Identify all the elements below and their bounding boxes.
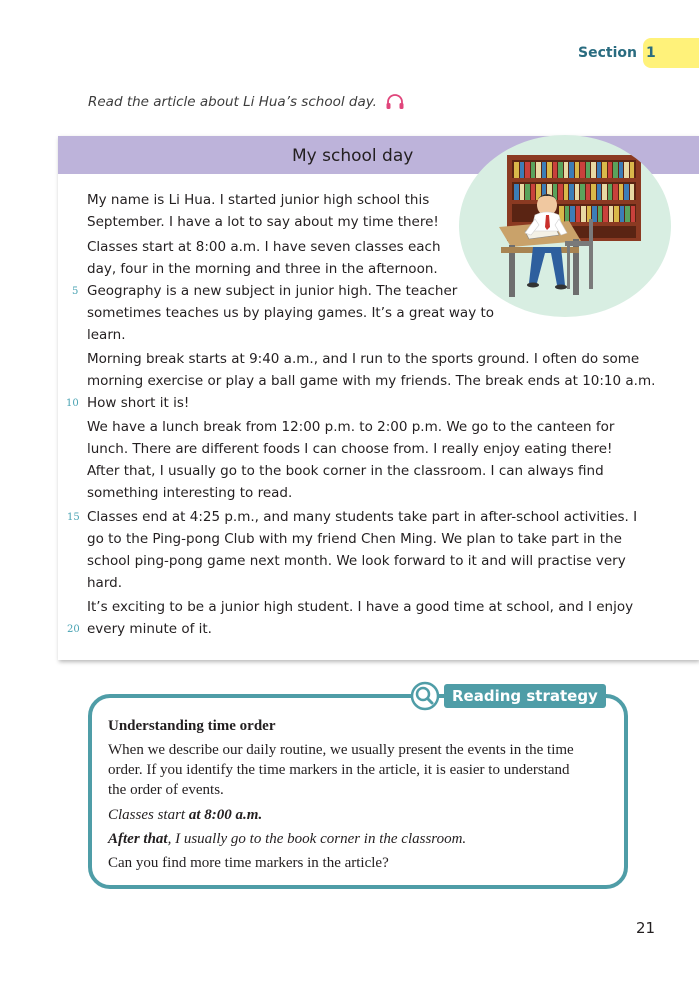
instruction — [88, 94, 405, 110]
reading-strategy-badge — [410, 682, 606, 710]
article-line: Classes end at 4:25 p.m., and many students take part in after-school activities. I — [87, 509, 638, 525]
article-line: morning exercise or play a ball game with my friends. The break ends at 10:10 a.m. — [87, 373, 656, 389]
strategy-example-2 — [108, 829, 466, 849]
example-1-plain: Classes start — [108, 807, 189, 823]
instruction-text: Read the article about Li Hua’s school day. — [88, 94, 377, 110]
strategy-heading: Understanding time order — [108, 718, 276, 734]
headphones-icon[interactable] — [385, 94, 405, 110]
article-line: school ping-pong game next month. We look forward to it and will practise very — [87, 553, 626, 569]
article-line: lunch. There are different foods I can choose from. I really enjoy eating there! — [87, 441, 613, 457]
line-number: 15 — [67, 512, 80, 523]
article-title: My school day — [292, 146, 414, 166]
example-2-time-marker: After that — [108, 831, 168, 847]
page-number: 21 — [636, 919, 656, 937]
article-line: go to the Ping-pong Club with my friend Chen Ming. We plan to take part in the — [87, 531, 622, 547]
magnifier-icon — [410, 681, 440, 711]
strategy-paragraph-line: When we describe our daily routine, we usually present the events in the time — [108, 742, 574, 758]
article-line: How short it is! — [87, 395, 190, 411]
student-reading-illustration — [459, 135, 671, 317]
article-line: day, four in the morning and three in the afternoon. — [87, 261, 438, 277]
section-tab — [578, 38, 699, 68]
article-line: Classes start at 8:00 a.m. I have seven classes each — [87, 239, 441, 255]
article-line: something interesting to read. — [87, 485, 293, 501]
article-line: September. I have a lot to say about my time there! — [87, 214, 439, 230]
article-line: It’s exciting to be a junior high student. I have a good time at school, and I enjoy — [87, 599, 634, 615]
article-line: learn. — [87, 327, 126, 343]
article-line: every minute of it. — [87, 621, 212, 637]
article-line: After that, I usually go to the book corner in the classroom. I can always find — [87, 463, 604, 479]
section-number: 1 — [643, 38, 699, 68]
reading-strategy-label: Reading strategy — [444, 684, 606, 708]
article-line: My name is Li Hua. I started junior high school this — [87, 192, 430, 208]
line-number: 10 — [66, 398, 79, 409]
strategy-paragraph-line: order. If you identify the time markers in the article, it is easier to understand — [108, 762, 570, 778]
article-line: Geography is a new subject in junior high. The teacher — [87, 283, 458, 299]
section-label: Section — [578, 45, 637, 61]
article-line: sometimes teaches us by playing games. It’s a great way to — [87, 305, 495, 321]
line-number: 20 — [67, 624, 80, 635]
example-2-rest: , I usually go to the book corner in the classroom. — [167, 831, 467, 847]
article-line: We have a lunch break from 12:00 p.m. to 2:00 p.m. We go to the canteen for — [87, 419, 615, 435]
example-1-time-marker: at 8:00 a.m. — [188, 807, 263, 823]
article-line: hard. — [87, 575, 123, 591]
bookshelf-student-image — [459, 135, 671, 317]
strategy-question: Can you find more time markers in the article? — [108, 855, 389, 871]
line-number: 5 — [72, 286, 79, 297]
strategy-example-1 — [108, 805, 262, 825]
article-line: Morning break starts at 9:40 a.m., and I run to the sports ground. I often do some — [87, 351, 640, 367]
strategy-paragraph-line: the order of events. — [108, 782, 224, 798]
